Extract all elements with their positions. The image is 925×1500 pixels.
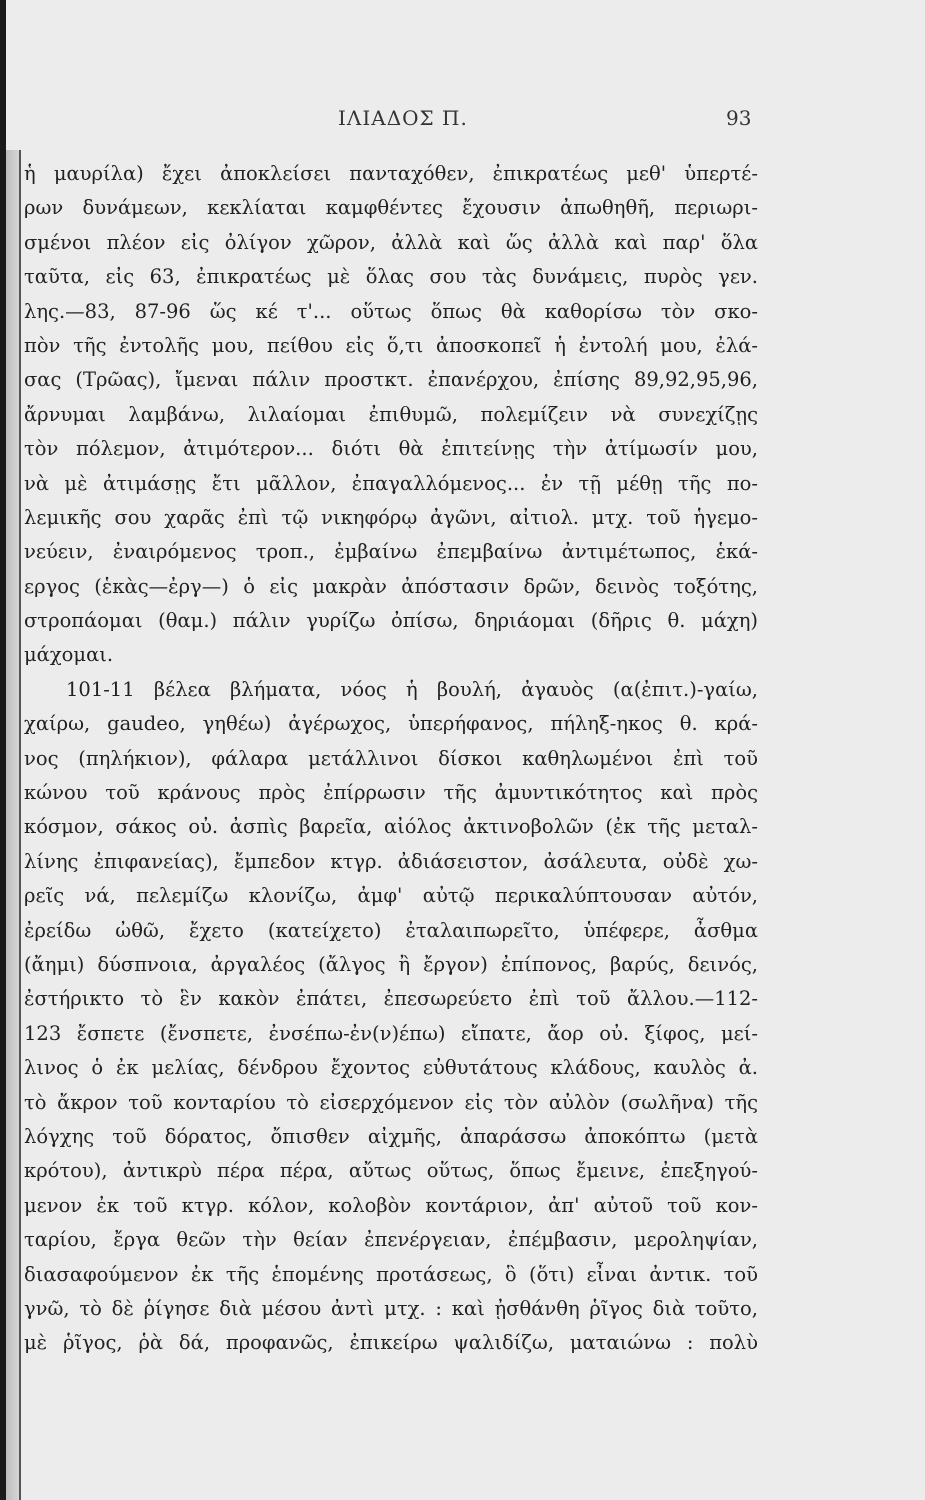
text-line: ρων δυνάμεων, κεκλίαται καμφθέντες ἔχουσιν ἀπωθηθῆ, περιωρι-	[24, 196, 758, 220]
page-header	[0, 106, 925, 136]
text-line: λης.—83, 87-96 ὥς κέ τ'... οὕτως ὅπως θὰ καθορίσω τὸν σκο-	[24, 299, 758, 323]
text-line: (ἄημι) δύσπνοια, ἀργαλέος (ἄλγος ἢ ἔργον) ἐπίπονος, βαρύς, δεινός,	[24, 952, 758, 976]
text-line: σας (Τρῶας), ἴμεναι πάλιν προστκτ. ἐπανέρχου, ἐπίσης 89,92,95,96,	[24, 368, 758, 392]
text-line: λινος ὁ ἐκ μελίας, δένδρου ἔχοντος εὐθυτάτους κλάδους, καυλὸς ἀ.	[24, 1056, 758, 1080]
text-line: κρότου), ἀντικρὺ πέρα πέρα, αὔτως οὕτως, ὅπως ἔμεινε, ἐπεξηγού-	[24, 1159, 758, 1183]
text-line	[24, 1361, 758, 1395]
text-line: 101-11 βέλεα βλήματα, νόος ἡ βουλή, ἀγαυὸς (α(ἐπιτ.)-γαίω,	[66, 677, 758, 701]
text-line: νεύειν, ἐναιρόμενος τροπ., ἐμβαίνω ἐπεμβαίνω ἀντιμέτωπος, ἑκά-	[24, 540, 758, 564]
text-line: ἐστήρικτο τὸ ἓν κακὸν ἐπάτει, ἐπεσωρεύετο ἐπὶ τοῦ ἄλλου.—112-	[24, 987, 758, 1011]
text-line: στροπάομαι (θαμ.) πάλιν γυρίζω ὀπίσω, δηριάομαι (δῆρις θ. μάχη)	[24, 609, 758, 633]
text-line: τὸ ἄκρον τοῦ κονταρίου τὸ εἰσερχόμενον εἰς τὸν αὐλὸν (σωλῆνα) τῆς	[24, 1090, 758, 1114]
page-gutter-shadow	[6, 150, 20, 1500]
text-line: γνῶ, τὸ δὲ ῥίγησε διὰ μέσου ἀντὶ μτχ. : καὶ ᾐσθάνθη ῥῖγος διὰ τοῦτο,	[24, 1296, 758, 1320]
text-line: κόσμον, σάκος οὐ. ἀσπὶς βαρεῖα, αἰόλος ἀκτινοβολῶν (ἐκ τῆς μεταλ-	[24, 815, 758, 839]
text-line: νὰ μὲ ἀτιμάσῃς ἔτι μᾶλλον, ἐπαγαλλόμενος... ἐν τῇ μέθῃ τῆς πο-	[24, 471, 758, 495]
page-number: 93	[726, 106, 752, 130]
text-line: πὸν τῆς ἐντολῆς μου, πείθου εἰς ὅ,τι ἀποσκοπεῖ ἡ ἐντολή μου, ἐλά-	[24, 333, 758, 357]
text-line: ταῦτα, εἰς 63, ἐπικρατέως μὲ ὅλας σου τὰς δυνάμεις, πυρὸς γεν.	[24, 265, 758, 289]
text-line: διασαφούμενον ἐκ τῆς ἑπομένης προτάσεως, ὃ (ὅτι) εἶναι ἀντικ. τοῦ	[24, 1262, 758, 1286]
text-line: λόγχης τοῦ δόρατος, ὄπισθεν αἰχμῆς, ἀπαράσσω ἀποκόπτω (μετὰ	[24, 1124, 758, 1148]
text-line: νος (πηλήκιον), φάλαρα μετάλλινοι δίσκοι καθηλωμένοι ἐπὶ τοῦ	[24, 746, 758, 770]
commentary-text	[24, 157, 758, 1395]
text-line: ἄρνυμαι λαμβάνω, λιλαίομαι ἐπιθυμῶ, πολεμίζειν νὰ συνεχίζῃς	[24, 402, 758, 426]
text-line: κώνου τοῦ κράνους πρὸς ἐπίρρωσιν τῆς ἀμυντικότητος καὶ πρὸς	[24, 781, 758, 805]
text-line: χαίρω, gaudeo, γηθέω) ἀγέρωχος, ὑπερήφανος, πήληξ-ηκος θ. κρά-	[24, 712, 758, 736]
text-line: μενον ἐκ τοῦ κτγρ. κόλον, κολοβὸν κοντάριον, ἀπ' αὐτοῦ τοῦ κον-	[24, 1193, 758, 1217]
running-title: ΙΛΙΑΔΟΣ Π.	[338, 106, 468, 130]
text-line: σμένοι πλέον εἰς ὀλίγον χῶρον, ἀλλὰ καὶ ὥς ἀλλὰ καὶ παρ' ὅλα	[24, 230, 758, 254]
text-line: εργος (ἑκὰς—ἐργ—) ὁ εἰς μακρὰν ἀπόστασιν δρῶν, δεινὸς τοξότης,	[24, 574, 758, 598]
gutter-rule	[19, 150, 21, 1500]
text-line: ἡ μαυρίλα) ἔχει ἀποκλείσει πανταχόθεν, ἐπικρατέως μεθ' ὑπερτέ-	[24, 162, 758, 185]
text-line: μὲ ῥῖγος, ῥὰ δά, προφανῶς, ἐπικείρω ψαλιδίζω, ματαιώνω : πολὺ	[24, 1331, 758, 1355]
text-line: 123 ἔσπετε (ἔνσπετε, ἐνσέπω-ἐν(ν)έπω) εἴπατε, ἄορ οὐ. ξίφος, μεί-	[24, 1021, 758, 1045]
text-line: ἐρείδω ὠθῶ, ἔχετο (κατείχετο) ἐταλαιπωρεῖτο, ὑπέφερε, ἆσθμα	[24, 918, 758, 942]
text-line: τὸν πόλεμον, ἀτιμότερον... διότι θὰ ἐπιτείνῃς τὴν ἀτίμωσίν μου,	[24, 437, 758, 461]
text-line: λίνης ἐπιφανείας), ἔμπεδον κτγρ. ἀδιάσειστον, ἀσάλευτα, οὐδὲ χω-	[24, 849, 758, 873]
text-line: λεμικῆς σου χαρᾶς ἐπὶ τῷ νικηφόρῳ ἀγῶνι, αἰτιολ. μτχ. τοῦ ἡγεμο-	[24, 505, 758, 529]
text-line: ταρίου, ἔργα θεῶν τὴν θείαν ἐπενέργειαν, ἐπέμβασιν, μεροληψίαν,	[24, 1228, 758, 1252]
text-line: ρεῖς νά, πελεμίζω κλονίζω, ἀμφ' αὐτῷ περικαλύπτουσαν αὐτόν,	[24, 884, 758, 908]
text-line: μάχομαι.	[24, 643, 114, 667]
